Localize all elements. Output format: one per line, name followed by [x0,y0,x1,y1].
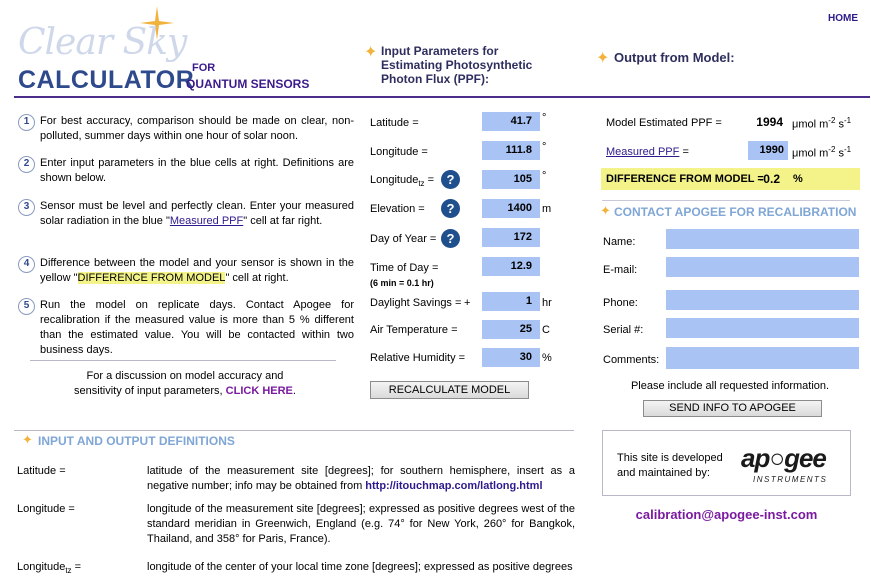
recalculate-button[interactable]: RECALCULATE MODEL [370,381,529,399]
steps-divider [30,360,336,361]
def-text-longitude-tz: longitude of the center of your local time zone [degrees]; expressed as positive degrees [147,561,573,573]
logo-subtitle: QUANTUM SENSORS [186,77,310,91]
relative-humidity-unit: % [542,352,552,364]
comments-input[interactable] [666,347,859,369]
step-text: For best accuracy, comparison should be made on clear, non-polluted, summer days within one hour of solar noon. [40,115,354,142]
click-here-link[interactable]: CLICK HERE [225,385,293,397]
time-of-day-input[interactable]: 12.9 [482,257,540,276]
email-input[interactable] [666,257,859,277]
definitions-heading: INPUT AND OUTPUT DEFINITIONS [38,434,235,448]
contact-divider [602,200,850,201]
definitions-divider [14,430,574,431]
input-parameters-heading: Input Parameters for Estimating Photosynthetic Photon Flux (PPF): [381,44,533,86]
longitude-label: Longitude = [370,146,428,158]
latitude-unit: ° [542,112,547,124]
step-text: Run the model on replicate days. Contact Apogee for recalibration if the measured value is more than 5 % different than the estimated value. You will be contacted within two business days. [40,299,354,356]
longitude-tz-input[interactable]: 105 [482,170,540,189]
daylight-savings-input[interactable]: 1 [482,292,540,311]
relative-humidity-input[interactable]: 30 [482,348,540,367]
send-info-button[interactable]: SEND INFO TO APOGEE [643,400,822,417]
contact-heading: CONTACT APOGEE FOR RECALIBRATION [614,205,857,219]
step-text: Difference between the model and your sensor is shown in the yellow "DIFFERENCE FROM MODEL" cell at right. [40,257,354,284]
step-text: Enter input parameters in the blue cells at right. Definitions are shown below. [40,157,354,184]
day-of-year-input[interactable]: 172 [482,228,540,247]
star-icon: ✦ [364,44,378,61]
elevation-unit: m [542,203,552,215]
home-link[interactable]: HOME [828,13,858,24]
def-text-latitude: latitude of the measurement site [degrees]; for southern hemisphere, insert as a negative number; info may be obtained from http://itouchmap.com/latlong.html [147,465,575,492]
star-icon: ✦ [600,203,611,218]
calibration-email-link[interactable]: calibration@apogee-inst.com [635,507,818,522]
latitude-label: Latitude = [370,117,419,129]
def-term-longitude-tz: Longitude$_{tz}$ = [17,561,82,576]
longitude-unit: ° [542,141,547,153]
step-number: 2 [18,156,35,173]
def-term-longitude: Longitude = [17,503,75,515]
phone-input[interactable] [666,290,859,310]
model-ppf-unit: μmol $m^{-2}$ $s^{-1}$ [792,116,852,131]
measured-ppf-unit: μmol $m^{-2}$ $s^{-1}$ [792,145,852,160]
air-temperature-label: Air Temperature = [370,324,458,336]
measured-ppf-input[interactable]: 1990 [748,141,788,160]
step-text: Sensor must be level and perfectly clean. Enter your measured solar radiation in the blue "Measured PPF" cell at far right. [40,200,354,227]
apogee-logo[interactable]: ap○gee [741,443,826,473]
longitude-tz-label: Longitude$_{tz}$ = [370,174,435,189]
help-icon[interactable]: ? [441,199,460,218]
email-label: E-mail: [603,264,638,276]
phone-label: Phone: [603,297,638,309]
measured-ppf-link[interactable]: Measured PPF [606,146,680,158]
time-of-day-note: (6 min = 0.1 hr) [370,278,434,288]
model-ppf-value: 1994 [756,115,783,129]
daylight-savings-plus: + [464,297,471,309]
discussion-text: For a discussion on model accuracy and sensitivity of input parameters, CLICK HERE. [74,370,296,397]
air-temperature-input[interactable]: 25 [482,320,540,339]
help-icon[interactable]: ? [441,229,460,248]
def-text-longitude: longitude of the measurement site [degrees]; expressed as positive degrees west of the standard meridian in Greenwich, England (e.g. 74° for New York, 260° for Bangkok, Thailand, and 358° for Paris, France). [147,503,575,545]
difference-value: -0.2 [759,172,780,186]
latitude-input[interactable]: 41.7 [482,112,540,131]
latlong-link[interactable]: http://itouchmap.com/latlong.html [365,480,543,492]
difference-highlight: DIFFERENCE FROM MODEL [77,272,226,284]
longitude-input[interactable]: 111.8 [482,141,540,160]
name-label: Name: [603,236,636,248]
apogee-box [602,430,851,496]
step-2 [18,156,354,188]
elevation-input[interactable]: 1400 [482,199,540,218]
measured-ppf-label: Measured PPF = [606,146,689,158]
header-divider [14,96,870,98]
help-icon[interactable]: ? [441,170,460,189]
apogee-logo-subtitle: INSTRUMENTS [753,475,828,484]
daylight-savings-unit: hr [542,297,552,309]
time-of-day-label: Time of Day = [370,262,439,274]
developed-text: This site is developed and maintained by: [617,452,723,479]
measured-ppf-link[interactable]: Measured PPF [169,215,244,227]
star-icon: ✦ [596,50,610,67]
comments-label: Comments: [603,354,660,366]
output-heading: Output from Model: [614,50,735,65]
logo-clear-sky: Clear Sky [18,22,187,63]
difference-label: DIFFERENCE FROM MODEL = [606,173,764,185]
serial-label: Serial #: [603,324,644,336]
step-1 [18,114,354,146]
def-term-latitude: Latitude = [17,465,66,477]
logo-for: FOR [192,62,216,74]
step-number: 3 [18,199,35,216]
longitude-tz-unit: ° [542,170,547,182]
serial-input[interactable] [666,318,859,338]
difference-unit: % [793,173,803,185]
daylight-savings-label: Daylight Savings = [370,297,462,309]
star-icon: ✦ [22,432,33,447]
air-temperature-unit: C [542,324,550,336]
step-number: 5 [18,298,35,315]
step-number: 4 [18,256,35,273]
elevation-label: Elevation = [370,203,425,215]
step-5 [18,298,354,358]
step-3 [18,199,354,245]
step-4 [18,256,354,288]
relative-humidity-label: Relative Humidity = [370,352,466,364]
model-ppf-label: Model Estimated PPF = [606,117,722,129]
please-note: Please include all requested information. [630,380,830,392]
logo-calculator: CALCULATOR [18,66,195,94]
step-number: 1 [18,114,35,131]
day-of-year-label: Day of Year = [370,233,437,245]
name-input[interactable] [666,229,859,249]
